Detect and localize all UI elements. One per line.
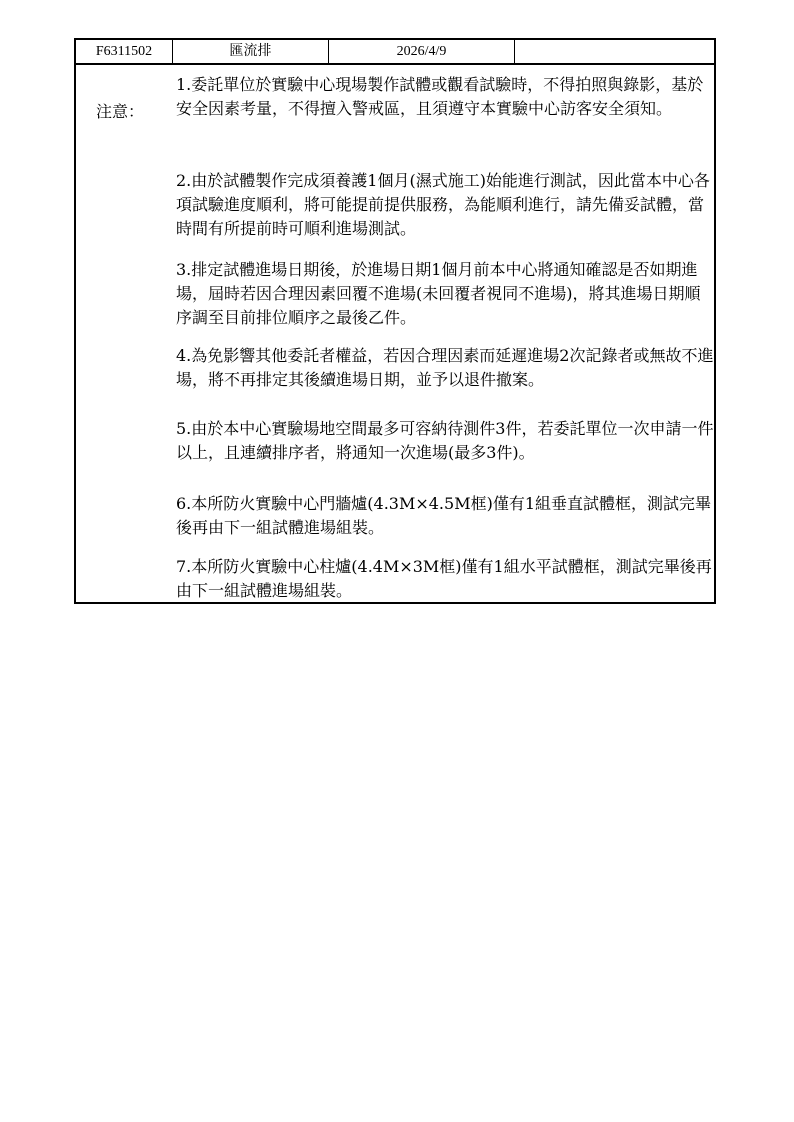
notice-body [76, 65, 714, 604]
notice-item-2: 2.由於試體製作完成須養護1個月(濕式施工)始能進行測試，因此當本中心各項試驗進度順利，將可能提前提供服務，為能順利進行，請先備妥試體，當時間有所提前時可順利進場測試。 [176, 171, 710, 238]
form-name-cell: 匯流排 [173, 40, 329, 63]
notice-item-6: 6.本所防火實驗中心門牆爐(4.3M×4.5M框)僅有1組垂直試體框，測試完畢後再由下一組試體進場組裝。 [176, 494, 711, 537]
notice-form [74, 38, 716, 604]
notice-label: 注意： [96, 102, 145, 121]
notice-item-5: 5.由於本中心實驗場地空間最多可容納待測件3件，若委託單位一次申請一件以上，且連續排序者，將通知一次進場(最多3件)。 [176, 419, 714, 462]
form-header-row [76, 40, 714, 65]
form-code-cell: F6311502 [76, 40, 173, 63]
notice-item-3: 3.排定試體進場日期後，於進場日期1個月前本中心將通知確認是否如期進場，屆時若因合理因素回覆不進場(未回覆者視同不進場)，將其進場日期順序調至目前排位順序之最後乙件。 [176, 260, 701, 327]
notice-item-1: 1.委託單位於實驗中心現場製作試體或觀看試驗時，不得拍照與錄影，基於安全因素考量，不得擅入警戒區，且須遵守本實驗中心訪客安全須知。 [176, 75, 704, 118]
notice-item-7: 7.本所防火實驗中心柱爐(4.4M×3M框)僅有1組水平試體框，測試完畢後再由下一組試體進場組裝。 [176, 557, 712, 600]
form-blank-cell [515, 40, 714, 63]
form-date-cell: 2026/4/9 [329, 40, 515, 63]
notice-item-4: 4.為免影響其他委託者權益，若因合理因素而延遲進場2次記錄者或無故不進場，將不再排定其後續進場日期，並予以退件撤案。 [176, 346, 714, 389]
